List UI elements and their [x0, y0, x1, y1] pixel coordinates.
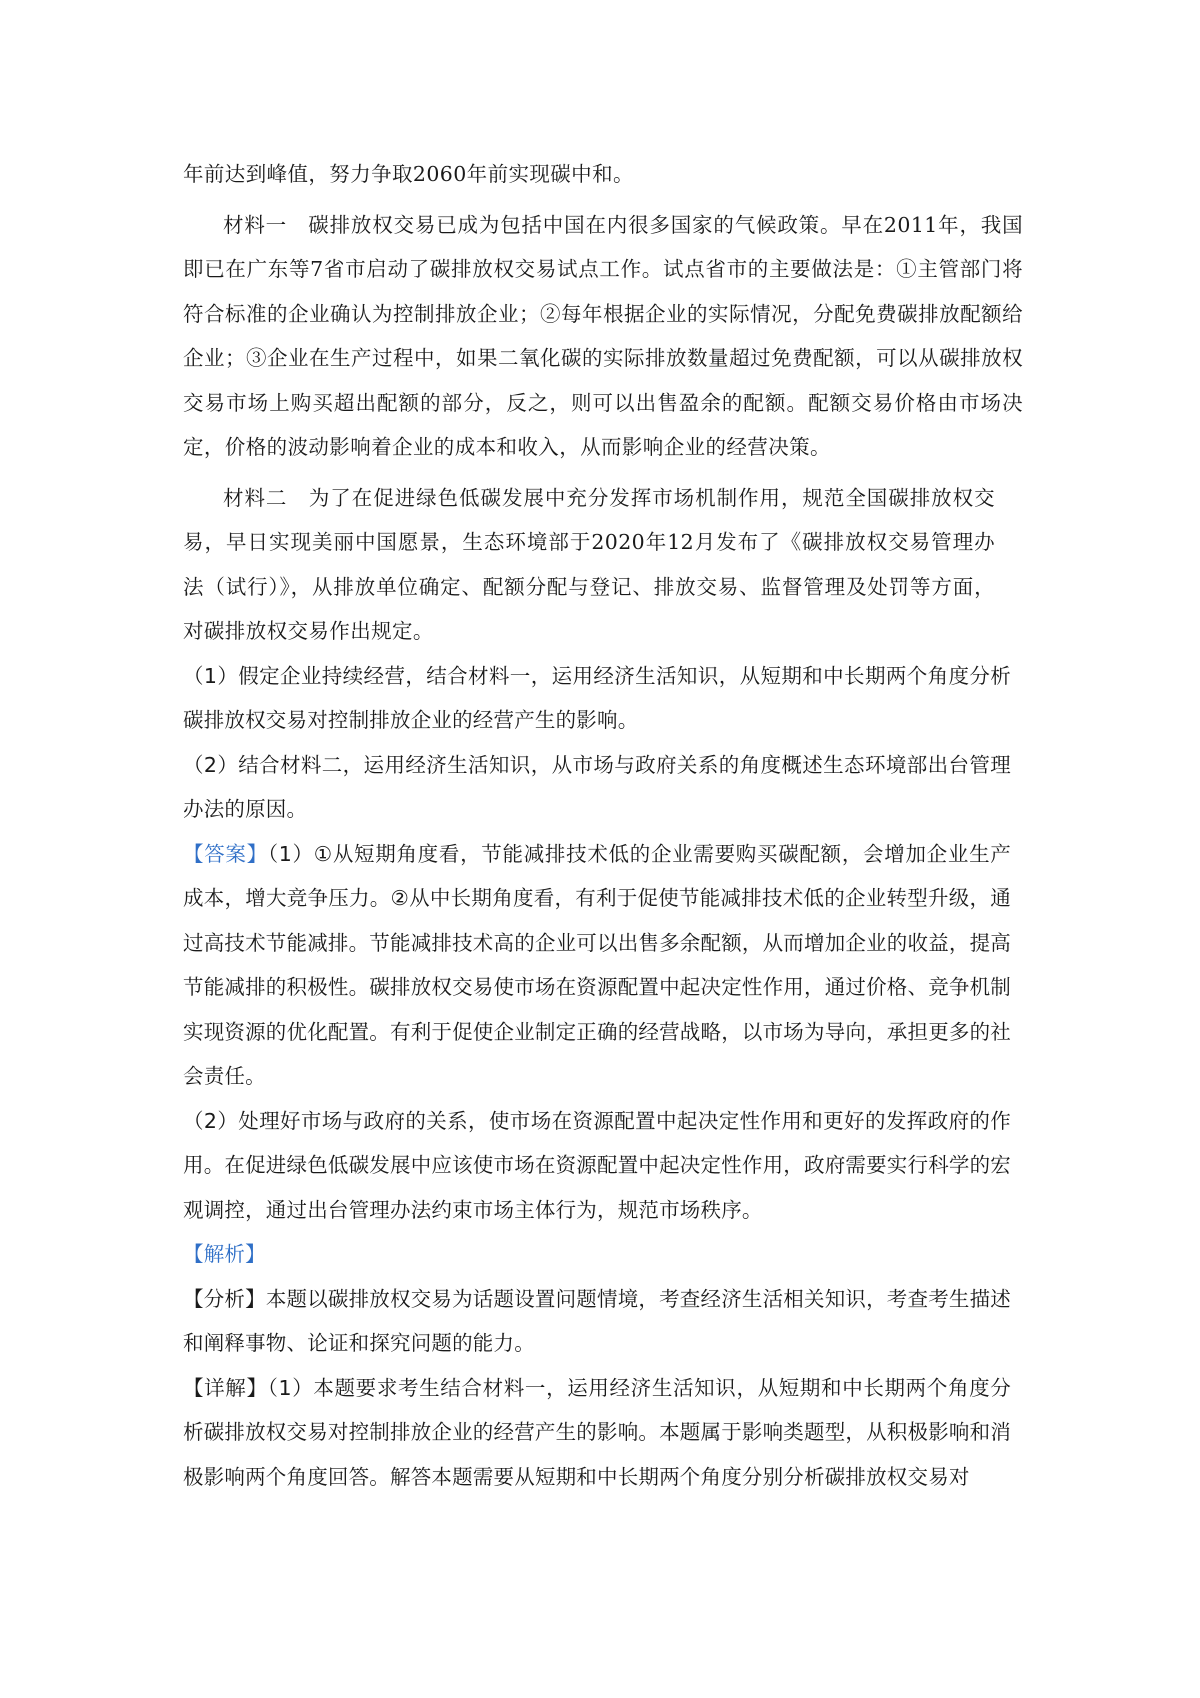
- analysis-heading: [183, 1232, 1011, 1277]
- fenxi-text: 本题以碳排放权交易为话题设置问题情境，考查经济生活相关知识，考查考生描述和阐释事物、论证和探究问题的能力。: [183, 1286, 1012, 1355]
- analysis-tag: 【解析】: [183, 1242, 266, 1266]
- xiangjie-text: （1）本题要求考生结合材料一，运用经济生活知识，从短期和中长期两个角度分析碳排放权交易对控制排放企业的经营产生的影响。本题属于影响类题型，从积极影响和消极影响两个角度回答。解答本题需要从短期和中长期两个角度分别分析碳排放权交易对: [183, 1375, 1011, 1489]
- question-two: （2）结合材料二，运用经济生活知识，从市场与政府关系的角度概述生态环境部出台管理办法的原因。: [183, 752, 1011, 821]
- answer-paragraph-two: （2）处理好市场与政府的关系，使市场在资源配置中起决定性作用和更好的发挥政府的作用。在促进绿色低碳发展中应该使市场在资源配置中起决定性作用，政府需要实行科学的宏观调控，通过出台管理办法约束市场主体行为，规范市场秩序。: [183, 1108, 1011, 1222]
- answer-text-one: （1）①从短期角度看，节能减排技术低的企业需要购买碳配额，会增加企业生产成本，增大竞争压力。②从中长期角度看，有利于促使节能减排技术低的企业转型升级，通过高技术节能减排。节能减排技术高的企业可以出售多余配额，从而增加企业的收益，提高节能减排的积极性。碳排放权交易使市场在资源配置中起决定性作用，通过价格、竞争机制实现资源的优化配置。有利于促使企业制定正确的经营战略，以市场为导向，承担更多的社会责任。: [183, 841, 1011, 1088]
- paragraph-material-two: 材料二 为了在促进绿色低碳发展中充分发挥市场机制作用，规范全国碳排放权交易，早日实现美丽中国愿景，生态环境部于2020年12月发布了《碳排放权交易管理办法（试行）》，从排放单位确定、配额分配与登记、排放交易、监督管理及处罚等方面，对碳排放权交易作出规定。: [183, 485, 995, 643]
- answer-paragraph-one: [183, 832, 1011, 1099]
- paragraph-material-one: 材料一 碳排放权交易已成为包括中国在内很多国家的气候政策。早在2011年，我国即已在广东等7省市启动了碳排放权交易试点工作。试点省市的主要做法是：①主管部门将符合标准的企业确认为控制排放企业；②每年根据企业的实际情况，分配免费碳排放配额给企业；③企业在生产过程中，如果二氧化碳的实际排放数量超过免费配额，可以从碳排放权交易市场上购买超出配额的部分，反之，则可以出售盈余的配额。配额交易价格由市场决定，价格的波动影响着企业的成本和收入，从而影响企业的经营决策。: [183, 212, 1023, 459]
- fenxi-tag: 【分析】: [183, 1286, 266, 1311]
- fenxi-paragraph: [183, 1277, 1011, 1366]
- document-body: [183, 152, 1023, 1499]
- xiangjie-paragraph: [183, 1366, 1011, 1500]
- question-one: （1）假定企业持续经营，结合材料一，运用经济生活知识，从短期和中长期两个角度分析碳排放权交易对控制排放企业的经营产生的影响。: [183, 663, 1011, 732]
- xiangjie-tag: 【详解】: [183, 1375, 268, 1400]
- answer-tag: 【答案】: [183, 841, 268, 866]
- paragraph-continuation: 年前达到峰值，努力争取2060年前实现碳中和。: [183, 162, 634, 186]
